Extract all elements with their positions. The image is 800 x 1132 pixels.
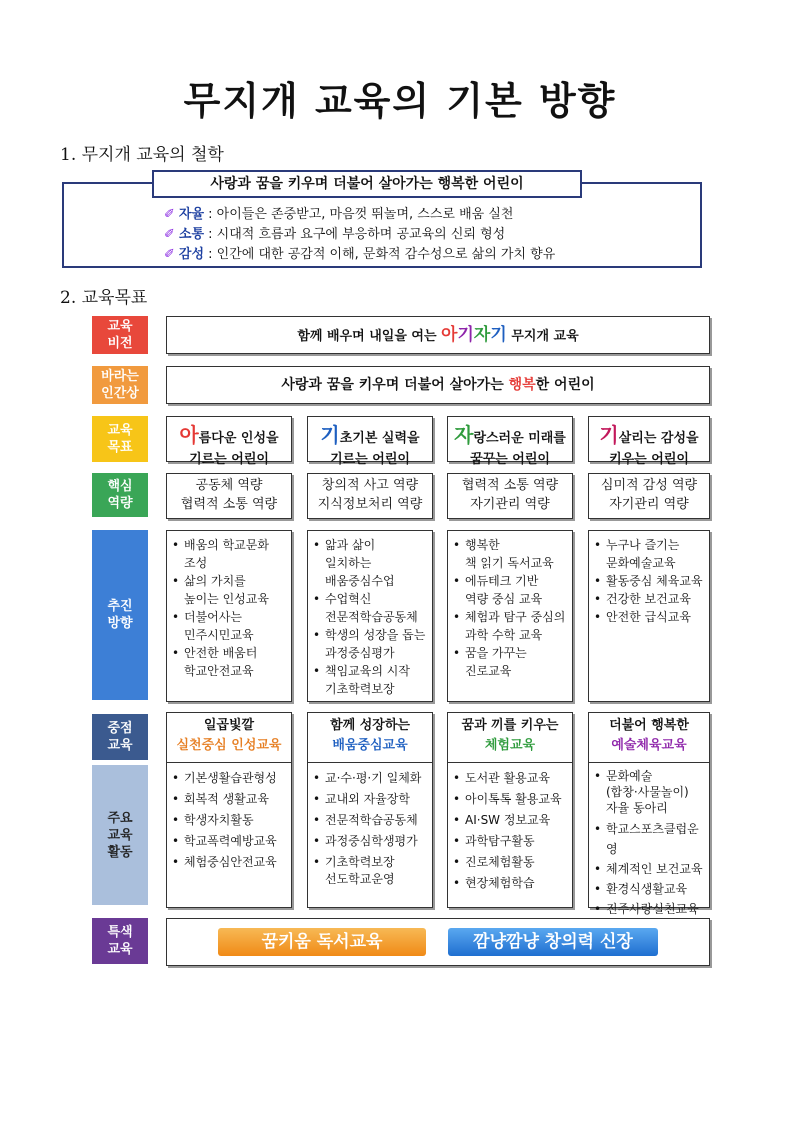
- section-goals-heading: 2. 교육목표: [60, 288, 148, 308]
- list-item: • 안전한 배움터 학교안전교육: [172, 644, 288, 680]
- philosophy-headline: 사랑과 꿈을 키우며 더불어 살아가는 행복한 어린이: [152, 170, 582, 198]
- goal-1: 아름다운 인성을 기르는 어린이: [166, 416, 292, 462]
- page-title: 무지개 교육의 기본 방향: [183, 79, 617, 123]
- divider: [588, 762, 710, 763]
- list-item: • 체험과 탐구 중심의 과학 수학 교육: [453, 608, 569, 644]
- divider: [307, 762, 433, 763]
- label-special: 특색 교육: [92, 918, 148, 964]
- goal-4: 기살리는 감성을 키우는 어린이: [588, 416, 710, 462]
- competency-3: 협력적 소통 역량 자기관리 역량: [447, 473, 573, 519]
- vision-box: 함께 배우며 내일을 여는 아기자기 무지개 교육: [166, 316, 710, 354]
- focus-heading-3: 꿈과 끼를 키우는 체험교육: [461, 718, 559, 753]
- label-ideal: 바라는 인간상: [92, 366, 148, 404]
- divider: [166, 762, 292, 763]
- list-item: • 배움의 학교문화 조성: [172, 536, 288, 572]
- list-item: • 더불어사는 민주시민교육: [172, 608, 288, 644]
- activity-list-2: [313, 768, 429, 888]
- list-item: • 과정중심학생평가: [313, 831, 429, 852]
- direction-list-4: [594, 536, 706, 626]
- list-item: • 꿈을 가꾸는 진로교육: [453, 644, 569, 680]
- activity-list-3: [453, 768, 569, 894]
- label-goal: 교육 목표: [92, 416, 148, 462]
- list-item: • 교·수·평·기 일체화: [313, 768, 429, 789]
- pencil-icon: ✐: [164, 227, 175, 242]
- activity-list-1: [172, 768, 288, 873]
- list-item: • 진주사랑실천교육: [594, 899, 708, 919]
- label-competency: 핵심 역량: [92, 473, 148, 517]
- list-item: • 아이톡톡 활용교육: [453, 789, 569, 810]
- list-item: • 학교폭력예방교육: [172, 831, 288, 852]
- competency-2: 창의적 사고 역량 지식정보처리 역량: [307, 473, 433, 519]
- special-creativity-badge: 깜냥깜냥 창의력 신장: [448, 928, 658, 956]
- special-reading-badge: 꿈키움 독서교육: [218, 928, 426, 956]
- list-item: • 도서관 활용교육: [453, 768, 569, 789]
- list-item: • 환경식생활교육: [594, 879, 708, 899]
- list-item: • 교내외 자율장학: [313, 789, 429, 810]
- list-item: • 현장체험학습: [453, 873, 569, 894]
- divider: [447, 762, 573, 763]
- philosophy-item-communication: ✐ 소통 : 시대적 흐름과 요구에 부응하며 공교육의 신뢰 형성: [164, 227, 506, 242]
- list-item: • 과학탐구활동: [453, 831, 569, 852]
- list-item: • 학생자치활동: [172, 810, 288, 831]
- list-item: • 학생의 성장을 돕는 과정중심평가: [313, 626, 429, 662]
- direction-list-2: [313, 536, 429, 698]
- direction-list-3: [453, 536, 569, 680]
- direction-list-1: [172, 536, 288, 680]
- list-item: • 기초학력보장 선도학교운영: [313, 854, 429, 888]
- section-philosophy-heading: 1. 무지개 교육의 철학: [60, 145, 224, 165]
- list-item: • 체험중심안전교육: [172, 852, 288, 873]
- competency-1: 공동체 역량 협력적 소통 역량: [166, 473, 292, 519]
- competency-4: 심미적 감성 역량 자기관리 역량: [588, 473, 710, 519]
- list-item: • 누구나 즐기는 문화예술교육: [594, 536, 706, 572]
- list-item: • 학교스포츠클럽운영: [594, 819, 708, 859]
- list-item: • AI·SW 정보교육: [453, 810, 569, 831]
- list-item: • 전문적학습공동체: [313, 810, 429, 831]
- pencil-icon: ✐: [164, 207, 175, 222]
- list-item: • 건강한 보건교육: [594, 590, 706, 608]
- list-item: • 수업혁신 전문적학습공동체: [313, 590, 429, 626]
- list-item: • 체계적인 보건교육: [594, 859, 708, 879]
- list-item: • 회복적 생활교육: [172, 789, 288, 810]
- list-item: • 안전한 급식교육: [594, 608, 706, 626]
- goal-2: 기초기본 실력을 기르는 어린이: [307, 416, 433, 462]
- list-item: • 행복한 책 읽기 독서교육: [453, 536, 569, 572]
- list-item: • 문화예술 (합창·사물놀이) 자율 동아리: [594, 768, 708, 816]
- list-item: • 진로체험활동: [453, 852, 569, 873]
- goal-3: 자랑스러운 미래를 꿈꾸는 어린이: [447, 416, 573, 462]
- activity-list-4: [594, 768, 708, 919]
- list-item: • 기본생활습관형성: [172, 768, 288, 789]
- focus-heading-2: 함께 성장하는 배움중심교육: [330, 718, 410, 753]
- focus-heading-4: 더불어 행복한 예술체육교육: [609, 718, 689, 753]
- philosophy-item-autonomy: ✐ 자율 : 아이들은 존중받고, 마음껏 뛰놀며, 스스로 배움 실천: [164, 207, 514, 222]
- list-item: • 앎과 삶이 일치하는 배움중심수업: [313, 536, 429, 590]
- focus-heading-1: 일곱빛깔 실천중심 인성교육: [176, 718, 282, 753]
- label-direction: 추진 방향: [92, 530, 148, 700]
- list-item: • 에듀테크 기반 역량 중심 교육: [453, 572, 569, 608]
- ideal-box: 사랑과 꿈을 키우며 더불어 살아가는 행복한 어린이: [166, 366, 710, 404]
- pencil-icon: ✐: [164, 247, 175, 262]
- list-item: • 삶의 가치를 높이는 인성교육: [172, 572, 288, 608]
- label-activities: 주요 교육 활동: [92, 765, 148, 905]
- list-item: • 책임교육의 시작 기초학력보장: [313, 662, 429, 698]
- label-vision: 교육 비전: [92, 316, 148, 354]
- label-focus: 중점 교육: [92, 714, 148, 760]
- philosophy-item-emotion: ✐ 감성 : 인간에 대한 공감적 이해, 문화적 감수성으로 삶의 가치 향유: [164, 247, 556, 262]
- list-item: • 활동중심 체육교육: [594, 572, 706, 590]
